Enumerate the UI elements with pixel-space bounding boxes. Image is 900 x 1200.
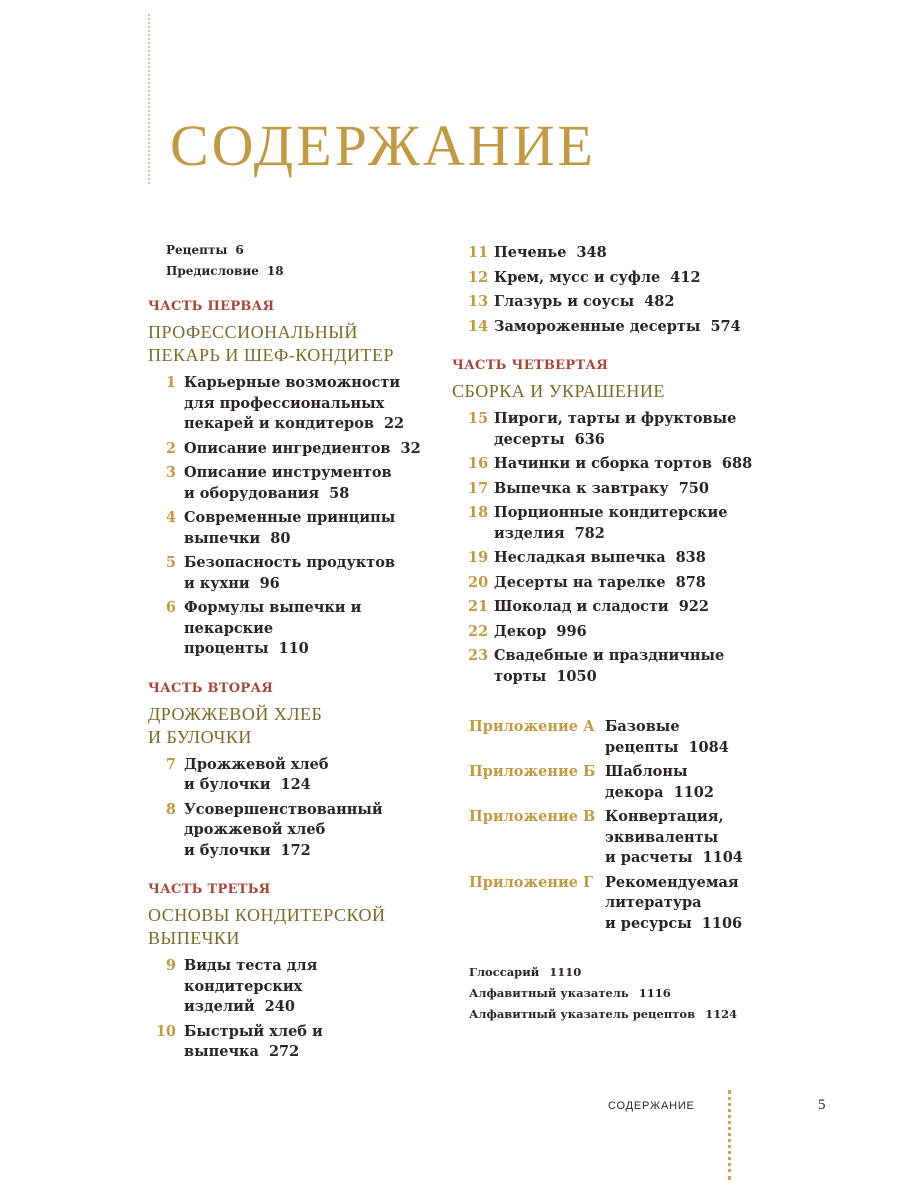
entry-page: 6 <box>235 243 244 257</box>
chapter-page: 482 <box>644 293 675 310</box>
chapter-title: Начинки и сборка тортов <box>494 455 712 472</box>
entry-page: 1116 <box>638 986 671 1000</box>
chapter-entry[interactable] <box>148 439 438 460</box>
chapter-page: 80 <box>270 529 291 547</box>
part-section <box>148 298 438 660</box>
page-number: 5 <box>818 1097 826 1113</box>
chapter-page: 688 <box>721 455 753 472</box>
chapter-number: 17 <box>468 479 489 497</box>
chapter-title: Замороженные десерты <box>494 317 701 335</box>
appendix-title: Конвертация, эквиваленты и расчеты <box>605 808 724 866</box>
chapter-entry[interactable] <box>148 598 438 660</box>
chapter-entry[interactable] <box>452 597 872 618</box>
part-label: ЧАСТЬ ВТОРАЯ <box>148 680 274 696</box>
chapter-page: 922 <box>678 598 709 615</box>
chapter-page: 58 <box>329 484 350 502</box>
appendix-page: 1106 <box>701 914 743 932</box>
entry-page: 18 <box>266 264 284 278</box>
toc-entry[interactable] <box>148 240 438 261</box>
chapter-page: 32 <box>400 439 421 457</box>
page-title: СОДЕРЖАНИЕ <box>170 113 596 178</box>
appendix-page: 1104 <box>702 849 743 866</box>
part-label: ЧАСТЬ ПЕРВАЯ <box>148 299 275 314</box>
appendix-label: Приложение Г <box>469 873 594 891</box>
chapter-page: 996 <box>556 622 587 640</box>
chapter-number: 5 <box>165 554 176 571</box>
back-matter <box>452 962 872 1025</box>
appendix-label: Приложение В <box>469 808 596 825</box>
chapter-page: 272 <box>268 1043 300 1060</box>
chapter-number: 18 <box>468 504 489 521</box>
chapter-page: 1050 <box>556 667 597 685</box>
appendix-page: 1102 <box>673 783 714 801</box>
chapter-number: 21 <box>468 598 489 615</box>
chapter-number: 15 <box>468 410 489 427</box>
chapter-title: Современные принципы выпечки <box>184 509 396 547</box>
chapter-page: 96 <box>259 574 280 592</box>
chapter-title: Крем, мусс и суфле <box>494 268 661 286</box>
appendix-entry[interactable] <box>452 873 872 935</box>
entry-title: Алфавитный указатель рецептов <box>469 1007 696 1021</box>
chapters-continued <box>452 243 872 337</box>
decorative-dotted-line-top <box>148 14 150 184</box>
chapter-title: Описание инструментов и оборудования <box>184 464 392 502</box>
chapter-number: 8 <box>165 800 176 818</box>
chapter-number: 9 <box>165 957 176 974</box>
chapter-title: Выпечка к завтраку <box>494 479 669 497</box>
chapter-entry[interactable] <box>452 268 872 289</box>
chapter-title: Описание ингредиентов <box>184 439 391 457</box>
appendix-title: Шаблоны декора <box>605 763 688 801</box>
appendix-entry[interactable] <box>452 717 872 758</box>
chapter-title: Порционные кондитерские изделия <box>494 504 728 542</box>
chapter-entry[interactable] <box>452 479 872 500</box>
entry-title: Предисловие <box>166 264 259 278</box>
chapter-page: 124 <box>280 776 311 793</box>
chapter-entry[interactable] <box>148 956 438 1018</box>
part-label: ЧАСТЬ ТРЕТЬЯ <box>148 882 271 897</box>
chapter-title: Формулы выпечки и пекарские проценты <box>184 599 362 657</box>
running-footer: СОДЕРЖАНИЕ <box>608 1100 695 1112</box>
decorative-dotted-line-bottom <box>728 1090 731 1180</box>
chapter-page: 348 <box>576 244 607 261</box>
entry-title: Глоссарий <box>469 965 540 979</box>
chapter-title: Печенье <box>494 244 567 261</box>
chapter-page: 22 <box>383 415 405 432</box>
chapter-number: 14 <box>468 317 489 335</box>
chapter-page: 172 <box>280 841 311 859</box>
chapter-entry[interactable] <box>148 463 438 504</box>
chapter-number: 6 <box>165 599 176 616</box>
chapter-number: 3 <box>165 464 176 481</box>
chapter-number: 2 <box>165 439 176 457</box>
chapter-page: 750 <box>678 479 709 497</box>
chapter-title: Пироги, тарты и фруктовые десерты <box>494 410 737 448</box>
chapter-entry[interactable] <box>148 800 438 862</box>
toc-entry[interactable] <box>148 261 438 282</box>
appendix-page: 1084 <box>688 738 729 756</box>
chapter-entry[interactable] <box>452 622 872 643</box>
chapter-number: 22 <box>468 622 489 640</box>
chapter-entry[interactable] <box>452 454 872 475</box>
appendix-title: Базовые рецепты <box>605 718 680 756</box>
chapter-page: 838 <box>675 549 706 566</box>
part-title: ОСНОВЫ КОНДИТЕРСКОЙ ВЫПЕЧКИ <box>148 905 386 948</box>
chapter-entry[interactable] <box>452 409 872 450</box>
appendix-label: Приложение А <box>469 718 595 735</box>
chapter-title: Несладкая выпечка <box>494 549 666 566</box>
part-label: ЧАСТЬ ЧЕТВЕРТАЯ <box>452 358 609 373</box>
chapter-title: Виды теста для кондитерских изделий <box>184 957 318 1015</box>
chapter-number: 12 <box>468 268 489 286</box>
chapter-page: 878 <box>675 573 706 591</box>
chapter-entry[interactable] <box>452 573 872 594</box>
chapter-entry[interactable] <box>452 317 872 338</box>
entry-title: Рецепты <box>166 243 228 257</box>
part-section <box>148 680 438 862</box>
chapter-number: 23 <box>468 647 489 664</box>
chapter-entry[interactable] <box>148 553 438 594</box>
chapter-page: 782 <box>574 524 605 542</box>
chapter-number: 10 <box>155 1022 176 1040</box>
chapter-entry[interactable] <box>452 243 872 264</box>
chapter-title: Декор <box>494 622 547 640</box>
chapter-entry[interactable] <box>148 508 438 549</box>
chapter-number: 11 <box>468 244 489 261</box>
chapter-entry[interactable] <box>148 1022 438 1063</box>
chapter-title: Шоколад и сладости <box>494 598 669 615</box>
chapter-title: Десерты на тарелке <box>494 573 666 591</box>
chapter-entry[interactable] <box>452 503 872 544</box>
front-matter <box>148 240 438 282</box>
chapter-entry[interactable] <box>452 292 872 313</box>
part-title: ПРОФЕССИОНАЛЬНЫЙ ПЕКАРЬ И ШЕФ-КОНДИТЕР <box>148 322 395 365</box>
toc-left-column <box>148 240 438 1067</box>
chapter-page: 412 <box>670 268 701 286</box>
entry-page: 1124 <box>705 1007 738 1021</box>
chapter-number: 4 <box>165 509 176 526</box>
part-section <box>148 881 438 1063</box>
part-title: ДРОЖЖЕВОЙ ХЛЕБ И БУЛОЧКИ <box>148 703 323 747</box>
toc-entry[interactable] <box>469 1004 872 1025</box>
chapter-page: 240 <box>264 998 295 1015</box>
chapter-entry[interactable] <box>148 373 438 435</box>
chapter-page: 636 <box>574 430 605 448</box>
chapter-page: 574 <box>710 317 741 335</box>
toc-right-column <box>452 243 872 1025</box>
chapter-number: 13 <box>468 293 489 310</box>
chapter-number: 20 <box>468 573 489 591</box>
appendix-label: Приложение Б <box>469 763 596 780</box>
appendix-entry[interactable] <box>452 762 872 803</box>
chapter-title: Усовершенствованный дрожжевой хлеб и булочки <box>184 800 383 859</box>
chapter-entry[interactable] <box>452 548 872 569</box>
chapter-title: Безопасность продуктов и кухни <box>184 554 395 592</box>
appendix-title: Рекомендуемая литература и ресурсы <box>605 873 739 932</box>
chapter-number: 1 <box>165 374 176 391</box>
chapter-title: Карьерные возможности для профессиональных пекарей и кондитеров <box>184 374 401 432</box>
chapter-page: 110 <box>278 640 309 657</box>
chapter-title: Быстрый хлеб и выпечка <box>184 1022 323 1060</box>
chapter-number: 7 <box>165 755 176 773</box>
entry-title: Алфавитный указатель <box>469 986 629 1000</box>
chapter-entry[interactable] <box>452 646 872 687</box>
chapter-title: Дрожжевой хлеб и булочки <box>184 755 329 793</box>
chapter-entry[interactable] <box>148 755 438 796</box>
chapter-title: Свадебные и праздничные торты <box>494 647 725 685</box>
part-section <box>452 357 872 687</box>
toc-entry[interactable] <box>469 983 872 1004</box>
toc-entry[interactable] <box>469 962 872 983</box>
chapter-number: 19 <box>468 549 489 566</box>
part-title: СБОРКА И УКРАШЕНИЕ <box>452 381 665 401</box>
chapter-number: 16 <box>468 455 489 472</box>
chapter-title: Глазурь и соусы <box>494 293 635 310</box>
appendix-entry[interactable] <box>452 807 872 869</box>
appendices <box>452 717 872 934</box>
entry-page: 1110 <box>549 965 582 979</box>
